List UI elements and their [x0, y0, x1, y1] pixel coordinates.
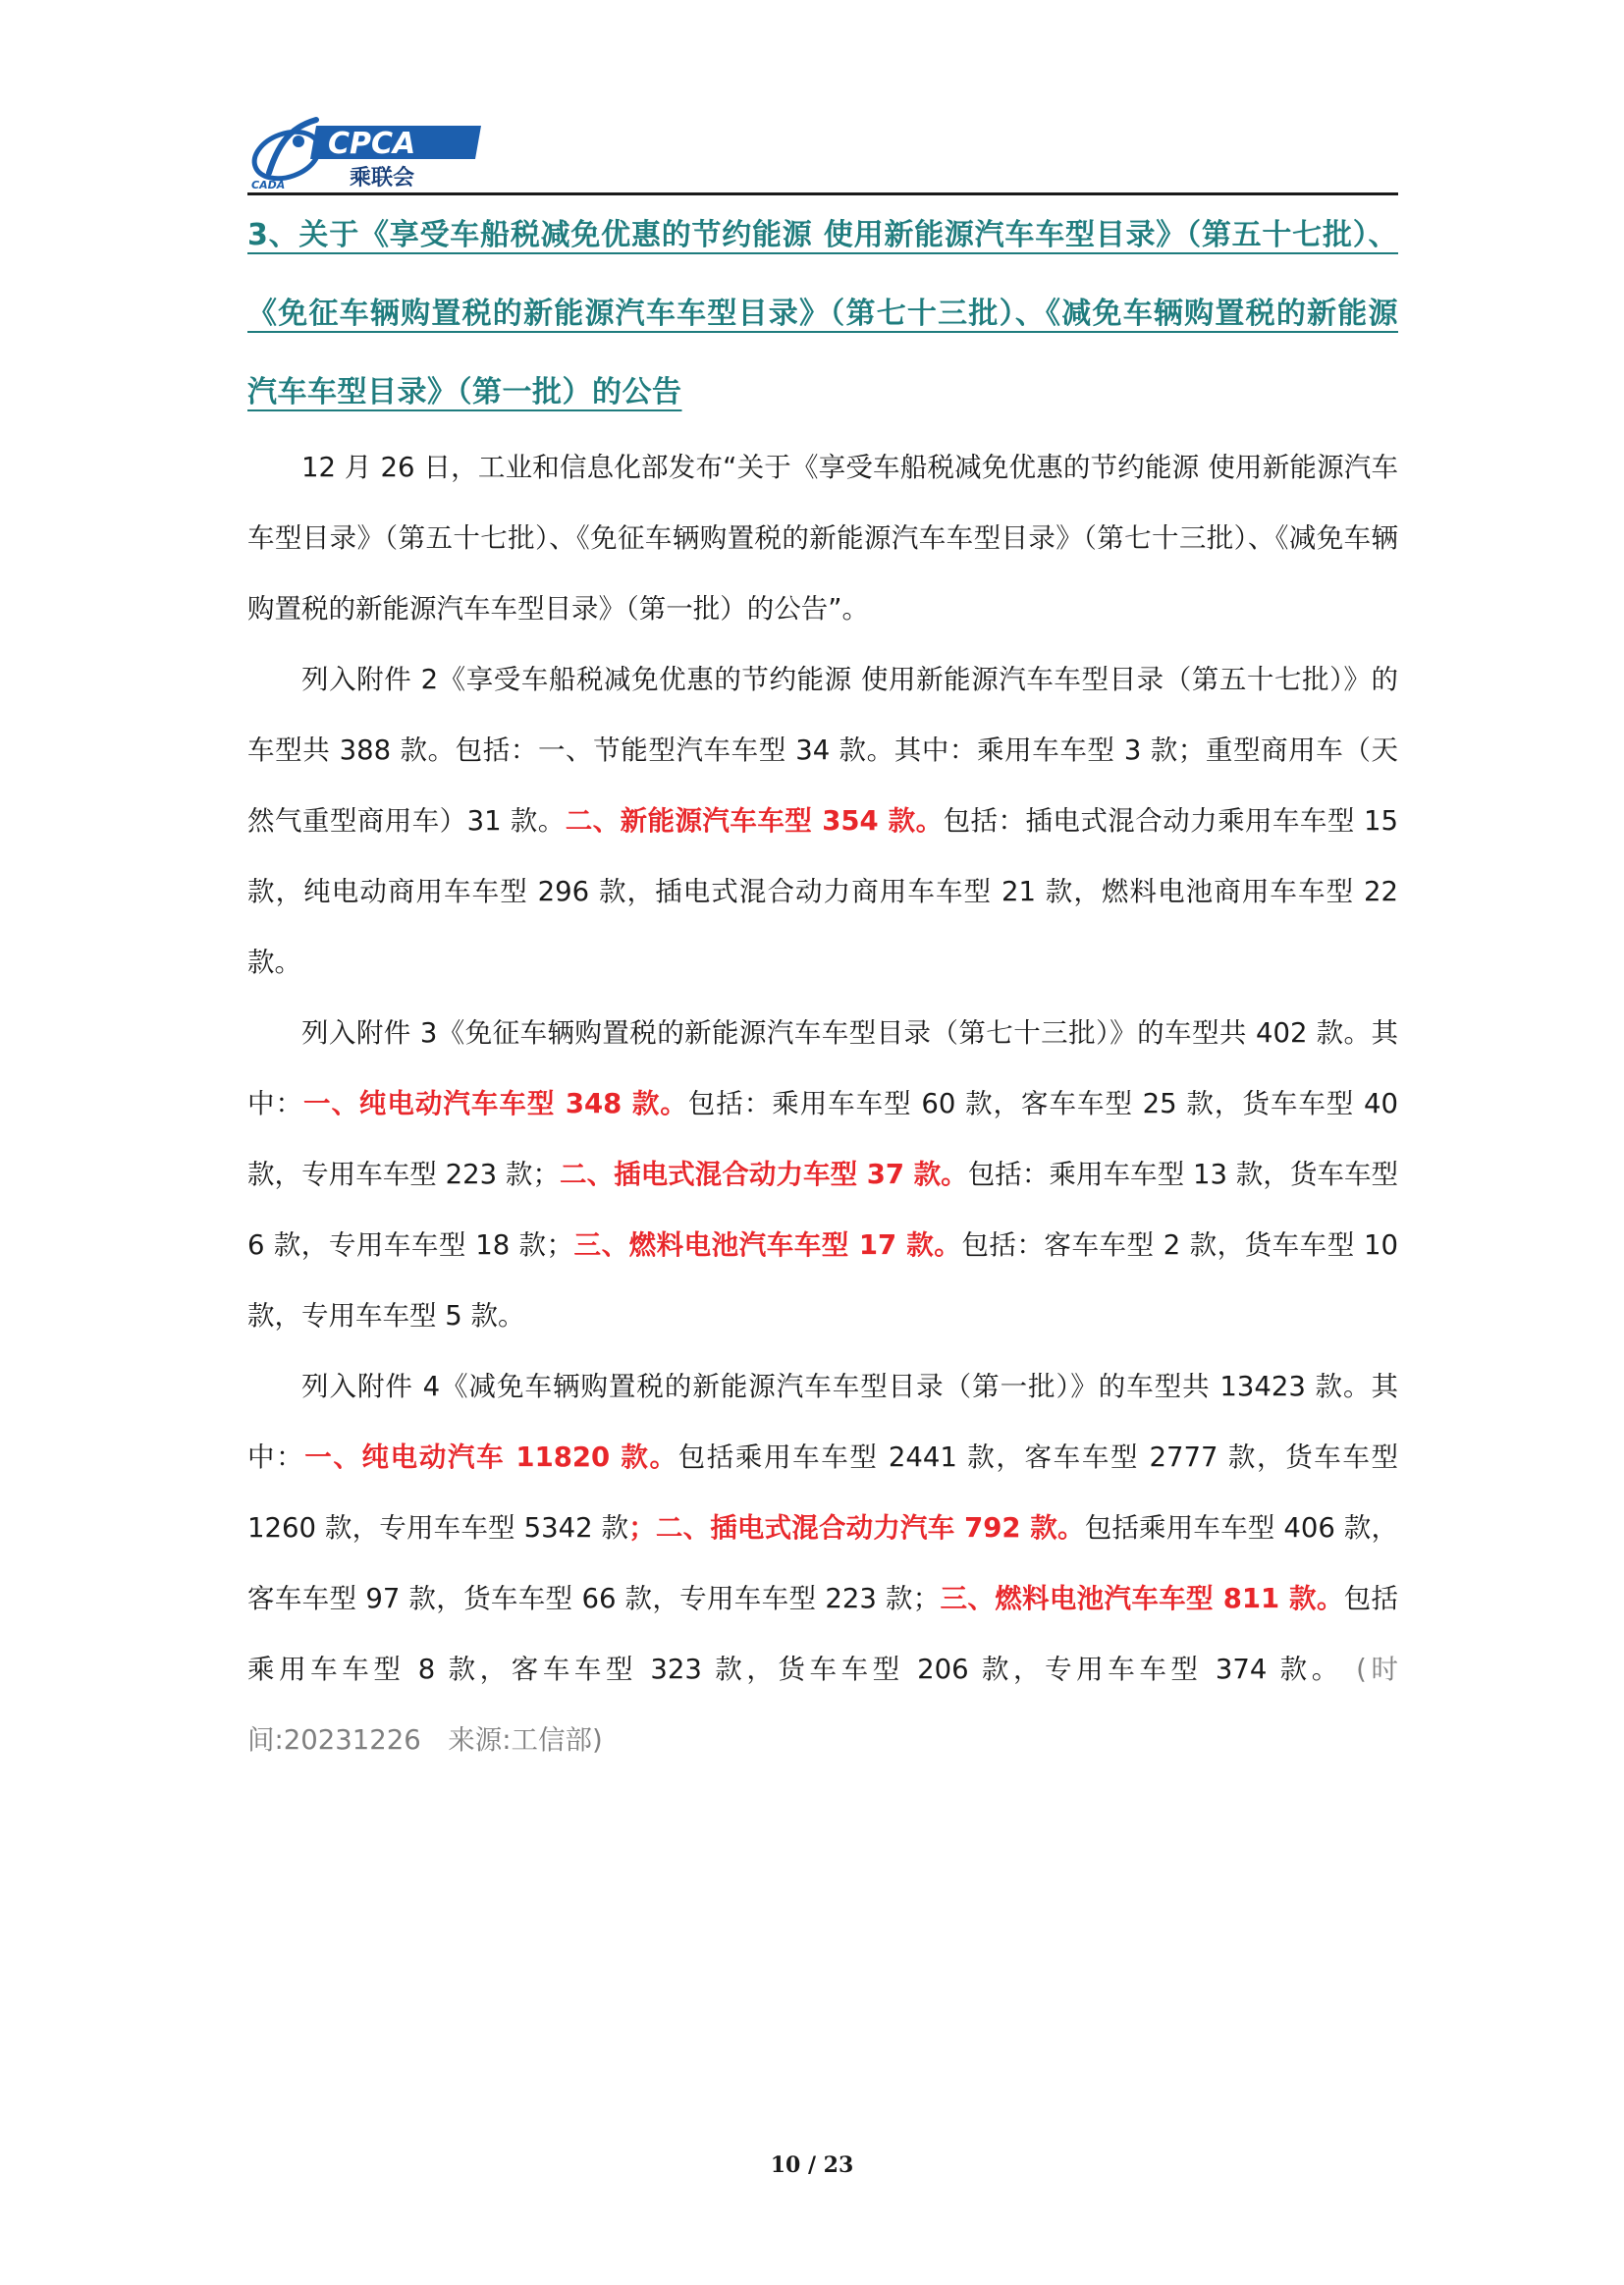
article-body [247, 196, 1398, 1775]
p4-text-3: 包括乘用车车型 406 款，客车车型 97 款，货车车型 66 款，专用车车型 223 款； [247, 1512, 1398, 1614]
logo-text-cn: 乘联会 [350, 166, 415, 190]
p3-highlight-1: 一、纯电动汽车车型 348 款。 [302, 1088, 688, 1119]
article-headline: 3、关于《享受车船税减免优惠的节约能源 使用新能源汽车车型目录》（第五十七批）、《免征车辆购置税的新能源汽车车型目录》（第七十三批）、《减免车辆购置税的新能源汽车车型目录》（第一批）的公告 [247, 218, 1398, 409]
p4-text-1: 列入附件 4《减免车辆购置税的新能源汽车车型目录（第一批）》的车型共 13423 款。其中： [247, 1371, 1398, 1473]
cpca-logo-graphic [247, 116, 483, 192]
p3-text-3: 包括：乘用车车型 13 款，货车车型 6 款，专用车车型 18 款； [247, 1159, 1398, 1261]
header-divider [247, 192, 1398, 195]
paragraph-2 [247, 644, 1398, 998]
p3-highlight-3: 三、燃料电池汽车车型 17 款。 [573, 1229, 962, 1261]
paragraph-4 [247, 1351, 1398, 1775]
p3-text-1: 列入附件 3《免征车辆购置税的新能源汽车车型目录（第七十三批）》的车型共 402 款。其中： [247, 1017, 1398, 1119]
p4-highlight-3: 三、燃料电池汽车车型 811 款。 [940, 1583, 1344, 1614]
p4-highlight-1: 一、纯电动汽车 11820 款。 [304, 1442, 678, 1473]
cpca-logo [247, 116, 483, 192]
paragraph-3 [247, 998, 1398, 1351]
p2-highlight-1: 二、新能源汽车车型 354 款。 [565, 805, 944, 837]
p4-text-2: 包括乘用车车型 2441 款，客车车型 2777 款，货车车型 1260 款，专用车车型 5342 款 [247, 1442, 1399, 1544]
logo-text-en: CPCA [328, 127, 416, 161]
p4-highlight-2: ；二、插电式混合动力汽车 792 款。 [628, 1512, 1085, 1544]
page-number: 10 / 23 [770, 2152, 854, 2178]
p3-text-2: 包括：乘用车车型 60 款，客车车型 25 款，货车车型 40 款，专用车车型 223 款； [247, 1088, 1398, 1190]
paragraph-1: 12 月 26 日，工业和信息化部发布“关于《享受车船税减免优惠的节约能源 使用新能源汽车车型目录》（第五十七批）、《免征车辆购置税的新能源汽车车型目录》（第七十三批）、《减免车辆购置税的新能源汽车车型目录》（第一批）的公告”。 [247, 452, 1398, 625]
p3-highlight-2: 二、插电式混合动力车型 37 款。 [560, 1159, 968, 1190]
p2-text-1: 列入附件 2《享受车船税减免优惠的节约能源 使用新能源汽车车型目录（第五十七批）》的车型共 388 款。包括：一、节能型汽车车型 34 款。其中：乘用车车型 3 款；重型商用车（天然气重型商用车）31 款。 [247, 664, 1398, 837]
p3-text-4: 包括：客车车型 2 款，货车车型 10 款，专用车车型 5 款。 [247, 1229, 1398, 1332]
p2-text-2: 包括：插电式混合动力乘用车车型 15 款，纯电动商用车车型 296 款，插电式混合动力商用车车型 21 款，燃料电池商用车车型 22 款。 [247, 805, 1398, 978]
source-note: (时间:20231226 来源:工信部) [247, 1654, 1398, 1756]
logo-small-text: CADA [251, 179, 286, 191]
p4-text-4: 包括乘用车车型 8 款，客车车型 323 款，货车车型 206 款，专用车车型 374 款。 [247, 1583, 1398, 1685]
